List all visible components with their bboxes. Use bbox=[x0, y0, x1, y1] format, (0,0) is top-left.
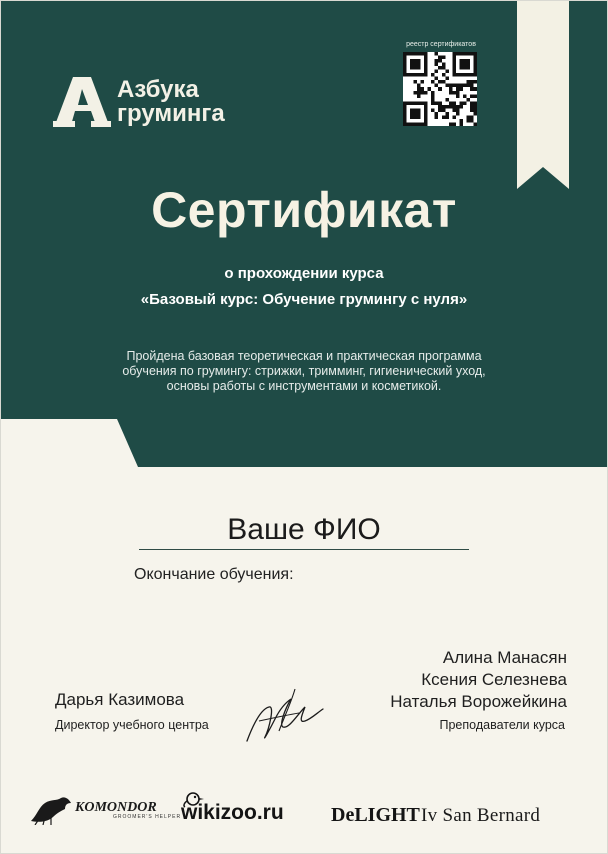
partner-logos bbox=[1, 785, 607, 835]
description-line-1: Пройдена базовая теоретическая и практическая программа bbox=[126, 349, 482, 363]
bird-icon bbox=[181, 789, 209, 809]
bookmark-ribbon bbox=[517, 1, 569, 191]
teacher-name-2: Ксения Селезнева bbox=[421, 670, 567, 689]
letter-a-logo-icon bbox=[53, 75, 111, 129]
brand-line-2: груминга bbox=[117, 100, 225, 127]
wikizoo-logo bbox=[181, 791, 284, 825]
course-subtitle-line-1: о прохождении курса bbox=[224, 265, 384, 282]
name-underline bbox=[139, 549, 469, 550]
director-role: Директор учебного центра bbox=[55, 718, 209, 732]
komondor-text: KOMONDOR bbox=[75, 800, 157, 815]
wikizoo-text: wikizoo.ru bbox=[181, 801, 284, 824]
brand-name bbox=[117, 78, 225, 126]
director-name: Дарья Казимова bbox=[55, 690, 185, 709]
teachers-role: Преподаватели курса bbox=[439, 718, 565, 732]
course-subtitle-line-2: «Базовый курс: Обучение грумингу с нуля» bbox=[140, 291, 468, 308]
komondor-logo bbox=[29, 795, 181, 825]
certificate-title: Сертификат bbox=[151, 182, 457, 238]
qr-block[interactable] bbox=[401, 41, 481, 131]
qr-code-icon[interactable] bbox=[403, 52, 477, 126]
description-line-3: основы работы с инструментами и косметикой. bbox=[166, 379, 442, 393]
teacher-name-1: Алина Манасян bbox=[442, 648, 567, 667]
komondor-subtext: GROOMER'S HELPER bbox=[113, 814, 182, 820]
brand-line-1: Азбука bbox=[117, 76, 199, 103]
iv-san-bernard-logo: Iv San Bernard bbox=[421, 805, 541, 826]
completion-date-label: Окончание обучения: bbox=[134, 566, 294, 583]
dog-silhouette-icon bbox=[29, 795, 73, 825]
description-line-2: обучения по грумингу: стрижки, тримминг, гигиенический уход, bbox=[122, 364, 486, 378]
brand-logo bbox=[53, 75, 225, 129]
handwritten-signature bbox=[239, 685, 329, 747]
recipient-name[interactable]: Ваше ФИО bbox=[227, 513, 381, 546]
qr-caption: реестр сертификатов bbox=[406, 41, 476, 48]
course-description bbox=[71, 349, 537, 394]
teachers-list bbox=[390, 647, 567, 713]
teacher-name-3: Наталья Ворожейкина bbox=[390, 692, 567, 711]
delight-logo: DeLIGHT bbox=[331, 804, 420, 826]
